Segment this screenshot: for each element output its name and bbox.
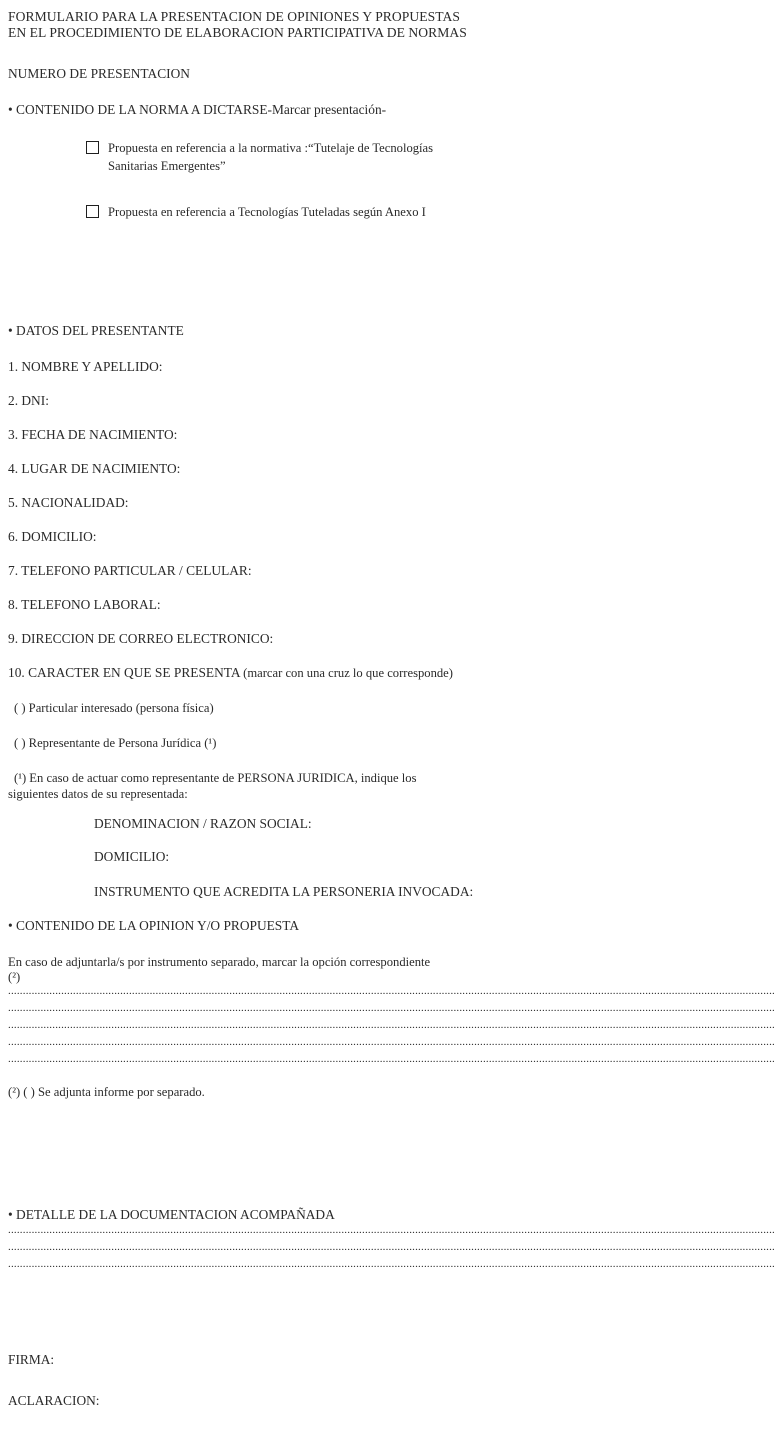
form-title-line-1: FORMULARIO PARA LA PRESENTACION DE OPINIONES Y PROPUESTAS [8,9,460,24]
field-correo-electronico: 9. DIRECCION DE CORREO ELECTRONICO: [8,631,274,646]
note-1-line-1: (¹) En caso de actuar como representante de PERSONA JURIDICA, indique los [14,771,417,785]
form-title-line-2: EN EL PROCEDIMIENTO DE ELABORACION PARTICIPATIVA DE NORMAS [8,25,467,40]
caracter-label: 10. CARACTER EN QUE SE PRESENTA [8,665,240,680]
field-domicilio: 6. DOMICILIO: [8,529,97,544]
documentacion-heading: • DETALLE DE LA DOCUMENTACION ACOMPAÑADA [8,1207,335,1222]
opinion-dotted-line-3[interactable]: .................................................................................................................................................................................................................................................................... [8,1019,775,1031]
datos-presentante-heading: • DATOS DEL PRESENTANTE [8,323,184,338]
numero-presentacion-label: NUMERO DE PRESENTACION [8,66,190,81]
documentacion-dotted-line-3[interactable]: .................................................................................................................................................................................................................................................................... [8,1258,775,1270]
option-particular-interesado[interactable]: ( ) Particular interesado (persona física) [14,701,214,715]
option-representante-juridica[interactable]: ( ) Representante de Persona Jurídica (¹) [14,736,217,750]
sub-denominacion: DENOMINACION / RAZON SOCIAL: [94,816,312,831]
field-nacionalidad: 5. NACIONALIDAD: [8,495,129,510]
note-2-adjunta-informe[interactable]: (²) ( ) Se adjunta informe por separado. [8,1085,205,1099]
contenido-norma-heading: • CONTENIDO DE LA NORMA A DICTARSE-Marcar presentación- [8,102,387,117]
checkbox-normativa[interactable] [86,141,99,154]
opinion-dotted-line-2[interactable]: .................................................................................................................................................................................................................................................................... [8,1002,775,1014]
opinion-instruction-line-1: En caso de adjuntarla/s por instrumento separado, marcar la opción correspondiente [8,955,431,969]
opinion-heading: • CONTENIDO DE LA OPINION Y/O PROPUESTA [8,918,300,933]
documentacion-dotted-line-2[interactable]: .................................................................................................................................................................................................................................................................... [8,1241,775,1253]
firma-label: FIRMA: [8,1352,55,1367]
field-telefono-particular: 7. TELEFONO PARTICULAR / CELULAR: [8,563,252,578]
option-anexo[interactable] [86,204,426,220]
opinion-dotted-line-5[interactable]: .................................................................................................................................................................................................................................................................... [8,1053,775,1065]
option-anexo-label: Propuesta en referencia a Tecnologías Tuteladas según Anexo I [108,205,426,219]
note-1-line-2: siguientes datos de su representada: [8,787,188,801]
sub-instrumento: INSTRUMENTO QUE ACREDITA LA PERSONERIA INVOCADA: [94,884,474,899]
field-fecha-nacimiento: 3. FECHA DE NACIMIENTO: [8,427,178,442]
field-nombre-apellido: 1. NOMBRE Y APELLIDO: [8,359,163,374]
opinion-instruction-line-2: (²) [8,970,21,984]
opinion-dotted-line-4[interactable]: .................................................................................................................................................................................................................................................................... [8,1036,775,1048]
opinion-dotted-line-1[interactable]: .................................................................................................................................................................................................................................................................... [8,985,775,997]
option-normativa-label-line-2: Sanitarias Emergentes” [108,159,226,173]
documentacion-dotted-line-1[interactable]: .................................................................................................................................................................................................................................................................... [8,1224,775,1236]
aclaracion-label: ACLARACION: [8,1393,100,1408]
field-caracter [8,665,453,681]
field-lugar-nacimiento: 4. LUGAR DE NACIMIENTO: [8,461,181,476]
option-normativa[interactable] [86,140,433,156]
field-telefono-laboral: 8. TELEFONO LABORAL: [8,597,161,612]
option-normativa-label: Propuesta en referencia a la normativa :“Tutelaje de Tecnologías [108,141,434,155]
checkbox-anexo[interactable] [86,205,99,218]
field-dni: 2. DNI: [8,393,49,408]
sub-domicilio: DOMICILIO: [94,849,170,864]
caracter-hint: (marcar con una cruz lo que corresponde) [243,666,453,680]
